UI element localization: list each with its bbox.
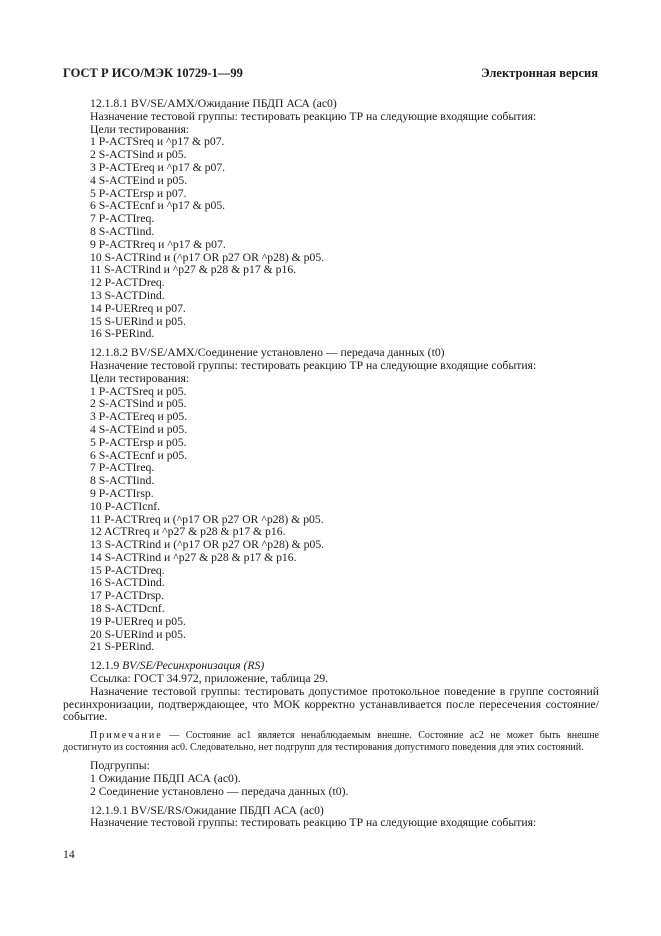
note-label: Примечание [90,730,163,742]
section-heading: 12.1.8.2 BV/SE/AMX/Соединение установлено — передача данных (t0) [90,346,445,360]
list-item: 15 P-ACTDreq. [90,563,165,577]
goals-label: Цели тестирования: [90,122,190,136]
list-item: 12 ACTRreq и ^p27 & p28 & p17 & p16. [90,525,286,539]
list-item: 17 P-ACTDrsp. [90,589,165,603]
list-item: 8 S-ACTIind. [90,474,155,488]
list-item: 21 S-PERind. [90,640,155,654]
list-item: 11 S-ACTRind и ^p27 & p28 & p17 & p16. [90,263,297,277]
list-item: 4 S-ACTEind и p05. [90,173,188,187]
document-code: ГОСТ Р ИСО/МЭК 10729-1—99 [63,66,243,80]
reference-text: Ссылка: ГОСТ 34.972, приложение, таблица 29. [90,672,329,686]
list-item: 12 P-ACTDreq. [90,276,165,290]
list-item: 13 S-ACTDind. [90,288,165,302]
list-item: 14 P-UERreq и p07. [90,301,186,315]
section-heading: 12.1.9.1 BV/SE/RS/Ожидание ПБДП АСА (ас0) [90,803,324,817]
edition-label: Электронная версия [481,66,598,80]
list-item: 10 S-ACTRind и (^p17 OR p27 OR ^p28) & p05. [90,250,325,264]
list-item: 8 S-ACTIind. [90,224,155,238]
list-item: 1 P-ACTSreq и ^p17 & p07. [90,135,225,149]
goals-label: Цели тестирования: [90,371,190,385]
list-item: 1 P-ACTSreq и p05. [90,384,187,398]
list-item: 2 Соединение установлено — передача данных (t0). [90,784,349,798]
list-item: 9 P-ACTRreq и ^p17 & p07. [90,237,226,251]
list-item: 3 P-ACTEreq и ^p17 & p07. [90,160,226,174]
list-item: 2 S-ACTSind и p05. [90,397,187,411]
list-item: 16 S-ACTDind. [90,576,165,590]
list-item: 13 S-ACTRind и (^p17 OR p27 OR ^p28) & p05. [90,538,325,552]
list-item: 18 S-ACTDcnf. [90,602,165,616]
list-item: 19 P-UERreq и p05. [90,614,186,628]
subgroups-list [63,773,599,799]
section-number: 12.1.9 [90,659,120,673]
list-item: 15 S-UERind и p05. [90,314,186,328]
list-item: 16 S-PERind. [90,327,155,341]
test-goals-list [63,386,599,655]
list-item: 3 P-ACTEreq и p05. [90,410,188,424]
purpose-paragraph: Назначение тестовой группы: тестировать допустимое протокольное поведение в группе состояний ресинхронизации, подтверждающее, что МОК корректно устанавливается после пересечения состояние/событие. [63,684,599,724]
list-item: 7 P-ACTIreq. [90,212,155,226]
purpose-text: Назначение тестовой группы: тестировать реакцию ТР на следующие входящие события: [90,109,537,123]
list-item: 5 P-ACTErsp и p07. [90,186,187,200]
note-paragraph [63,730,599,754]
page-number: 14 [63,848,75,861]
note-text: — Состояние ас1 является ненаблюдаемым внешне. Состояние ас2 не может быть внешне достигнуто из состояния ас0. Следовательно, нет подгрупп для тестирования допустимого поведения для этих состояний. [63,730,599,754]
list-item: 11 P-ACTRreq и (^p17 OR p27 OR ^p28) & p05. [90,512,324,526]
page-header [63,66,598,82]
page-content [63,98,599,830]
list-item: 10 P-ACTIcnf. [90,499,161,513]
list-item: 7 P-ACTIreq. [90,461,155,475]
list-item: 5 P-ACTErsp и p05. [90,435,187,449]
section-title: BV/SE/Ресинхронизация (RS) [122,659,265,673]
purpose-text: Назначение тестовой группы: тестировать реакцию ТР на следующие входящие события: [90,358,537,372]
list-item: 9 P-ACTIrsp. [90,486,154,500]
list-item: 20 S-UERind и p05. [90,627,186,641]
section-heading: 12.1.8.1 BV/SE/AMX/Ожидание ПБДП АСА (ас0) [90,97,337,110]
purpose-text: Назначение тестовой группы: тестировать реакцию ТР на следующие входящие события: [90,816,537,830]
test-goals-list [63,136,599,341]
list-item: 6 S-ACTEcnf и ^p17 & p05. [90,199,226,213]
list-item: 4 S-ACTEind и p05. [90,422,188,436]
list-item: 1 Ожидание ПБДП АСА (ас0). [90,772,241,786]
list-item: 14 S-ACTRind и ^p27 & p28 & p17 & p16. [90,550,297,564]
list-item: 6 S-ACTEcnf и p05. [90,448,188,462]
list-item: 2 S-ACTSind и p05. [90,148,187,162]
subgroups-label: Подгруппы: [90,759,150,773]
